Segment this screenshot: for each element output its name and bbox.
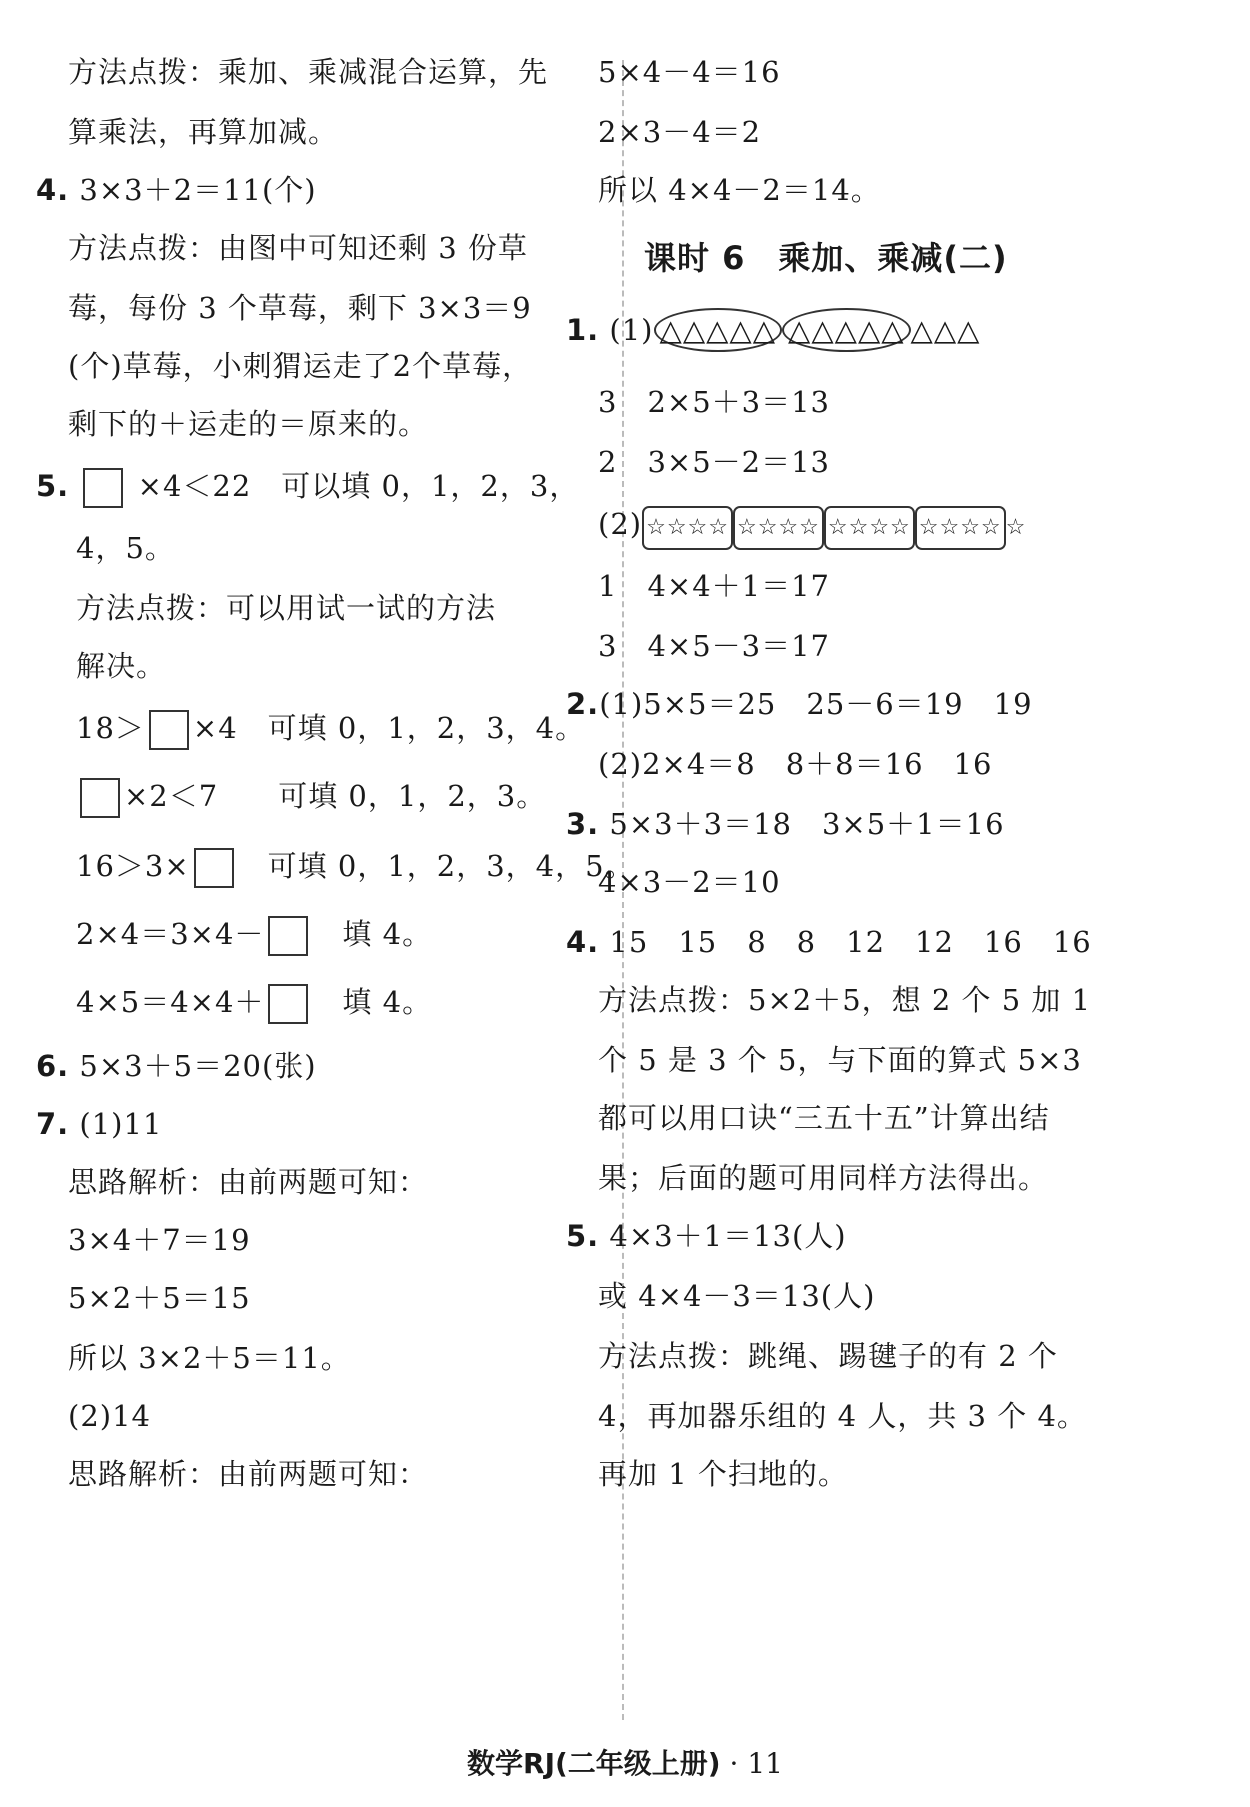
- equation: 3×4＋7＝19: [68, 1223, 251, 1257]
- question-1: [566, 308, 980, 352]
- method-tip-line: 都可以用口诀“三五十五”计算出结: [598, 1101, 1050, 1135]
- method-tip-line: 方法点拨：跳绳、踢毽子的有 2 个: [598, 1339, 1058, 1373]
- analysis-line: 思路解析：由前两题可知：: [68, 1457, 429, 1491]
- star-group: [733, 506, 824, 550]
- question-number: 6.: [36, 1049, 70, 1083]
- triangle-shapes: △△△: [910, 313, 981, 347]
- method-tip-line: 方法点拨：可以用试一试的方法: [76, 591, 497, 625]
- equation: 3 2×5＋3＝13: [598, 385, 831, 419]
- expression-part: 2×4＝3×4－: [76, 917, 265, 951]
- equation: 1 4×4＋1＝17: [598, 569, 831, 603]
- question-number: 1.: [566, 313, 600, 347]
- blank-box: [268, 916, 308, 956]
- equation: 3 4×5－3＝17: [598, 629, 831, 663]
- star-shapes: ☆☆☆☆: [736, 515, 820, 540]
- question-2: [566, 684, 1033, 724]
- expression-part: 16＞3×: [76, 849, 190, 883]
- method-tip-line: 方法点拨：5×2＋5，想 2 个 5 加 1: [598, 983, 1092, 1017]
- answer-text: 3×3＋2＝11(个): [79, 173, 317, 207]
- question-5: [36, 466, 579, 508]
- question-3: [566, 804, 1005, 844]
- expression-part: 填 4。: [312, 917, 433, 951]
- answer-text: (2)14: [68, 1399, 151, 1433]
- equation: 5×4－4＝16: [598, 55, 781, 89]
- analysis-line: 思路解析：由前两题可知：: [68, 1165, 429, 1199]
- expression-part: 18＞: [76, 711, 145, 745]
- method-tip-line: 莓，每份 3 个草莓，剩下 3×3＝9: [68, 291, 532, 325]
- blank-box: [194, 848, 234, 888]
- triangle-group: [782, 308, 911, 352]
- triangle-shapes: △△△△△: [659, 313, 777, 347]
- trial-row: [76, 914, 432, 956]
- question-5: [566, 1216, 847, 1256]
- equation: 5×2＋5＝15: [68, 1281, 251, 1315]
- method-tip-line: 再加 1 个扫地的。: [598, 1457, 848, 1491]
- triangle-shapes: △△△△△: [788, 313, 905, 347]
- method-tip-line: 方法点拨：乘加、乘减混合运算，先: [68, 55, 549, 89]
- star-group: [824, 506, 915, 550]
- answer-text: (2)2×4＝8 8＋8＝16 16: [598, 747, 993, 781]
- triangle-group: [654, 308, 783, 352]
- method-tip-line: 剩下的＋运走的＝原来的。: [68, 407, 429, 441]
- answer-text: (1)5×5＝25 25－6＝19 19: [599, 687, 1033, 721]
- question-number: 4.: [566, 925, 600, 959]
- blank-box: [268, 984, 308, 1024]
- answer-text: 15 15 8 8 12 12 16 16: [609, 925, 1092, 959]
- answer-text: ×4＜22 可以填 0，1，2，3，: [137, 469, 580, 503]
- expression-part: 可填 0，1，2，3，4，5。: [237, 849, 635, 883]
- blank-box: [80, 778, 120, 818]
- star-shapes: ☆☆☆☆: [918, 515, 1002, 540]
- question-number: 7.: [36, 1107, 70, 1141]
- method-tip-line: 方法点拨：由图中可知还剩 3 份草: [68, 231, 528, 265]
- question-number: 4.: [36, 173, 70, 207]
- question-number: 2.: [566, 687, 600, 721]
- blank-box: [149, 710, 189, 750]
- method-tip-line: 解决。: [76, 649, 167, 683]
- question-number: 5.: [36, 469, 70, 503]
- expression-part: 填 4。: [312, 985, 433, 1019]
- star-group: [915, 506, 1006, 550]
- section-heading: 课时 6 乘加、乘减(二): [644, 239, 1008, 277]
- expression-part: 4×5＝4×4＋: [76, 985, 265, 1019]
- answer-text: 5×3＋3＝18 3×5＋1＝16: [609, 807, 1005, 841]
- question-4: [566, 922, 1092, 962]
- star-shapes: ☆☆☆☆: [646, 515, 729, 540]
- answer-text: 5×3＋5＝20(张): [79, 1049, 317, 1083]
- star-shapes: ☆☆☆☆: [827, 515, 911, 540]
- answer-text: (1)11: [79, 1107, 163, 1141]
- star-shapes: ☆: [1005, 515, 1027, 540]
- answer-text: 4，5。: [76, 531, 175, 565]
- page-footer: [0, 1742, 1250, 1782]
- question-4: [36, 170, 317, 210]
- answer-text: 4×3＋1＝13(人): [609, 1219, 847, 1253]
- equation: 所以 4×4－2＝14。: [598, 173, 881, 207]
- question-number: 5.: [566, 1219, 600, 1253]
- equation: 2×3－4＝2: [598, 115, 762, 149]
- part-label: (2): [598, 507, 643, 541]
- star-group: [642, 506, 733, 550]
- trial-row: [76, 708, 585, 750]
- equation: 2 3×5－2＝13: [598, 445, 831, 479]
- method-tip-line: 算乘法，再算加减。: [68, 115, 339, 149]
- method-tip-line: 4，再加器乐组的 4 人，共 3 个 4。: [598, 1399, 1087, 1433]
- question-7: [36, 1104, 162, 1144]
- question-6: [36, 1046, 317, 1086]
- expression-part: ×2＜7 可填 0，1，2，3。: [124, 779, 547, 813]
- equation: 所以 3×2＋5＝11。: [68, 1341, 351, 1375]
- part-label: (1): [609, 313, 654, 347]
- page-number: · 11: [729, 1747, 783, 1780]
- trial-row: [76, 846, 635, 888]
- answer-text: 4×3－2＝10: [598, 865, 781, 899]
- expression-part: ×4 可填 0，1，2，3，4。: [192, 711, 586, 745]
- blank-box: [83, 468, 123, 508]
- trial-row: [76, 776, 546, 818]
- trial-row: [76, 982, 432, 1024]
- answer-text: 或 4×4－3＝13(人): [598, 1279, 876, 1313]
- method-tip-line: 个 5 是 3 个 5，与下面的算式 5×3: [598, 1043, 1082, 1077]
- method-tip-line: (个)草莓，小刺猬运走了2个草莓，: [68, 349, 533, 383]
- method-tip-line: 果；后面的题可用同样方法得出。: [598, 1161, 1049, 1195]
- footer-subject: 数学RJ(二年级上册): [467, 1747, 721, 1780]
- star-row: [598, 504, 1026, 550]
- question-number: 3.: [566, 807, 600, 841]
